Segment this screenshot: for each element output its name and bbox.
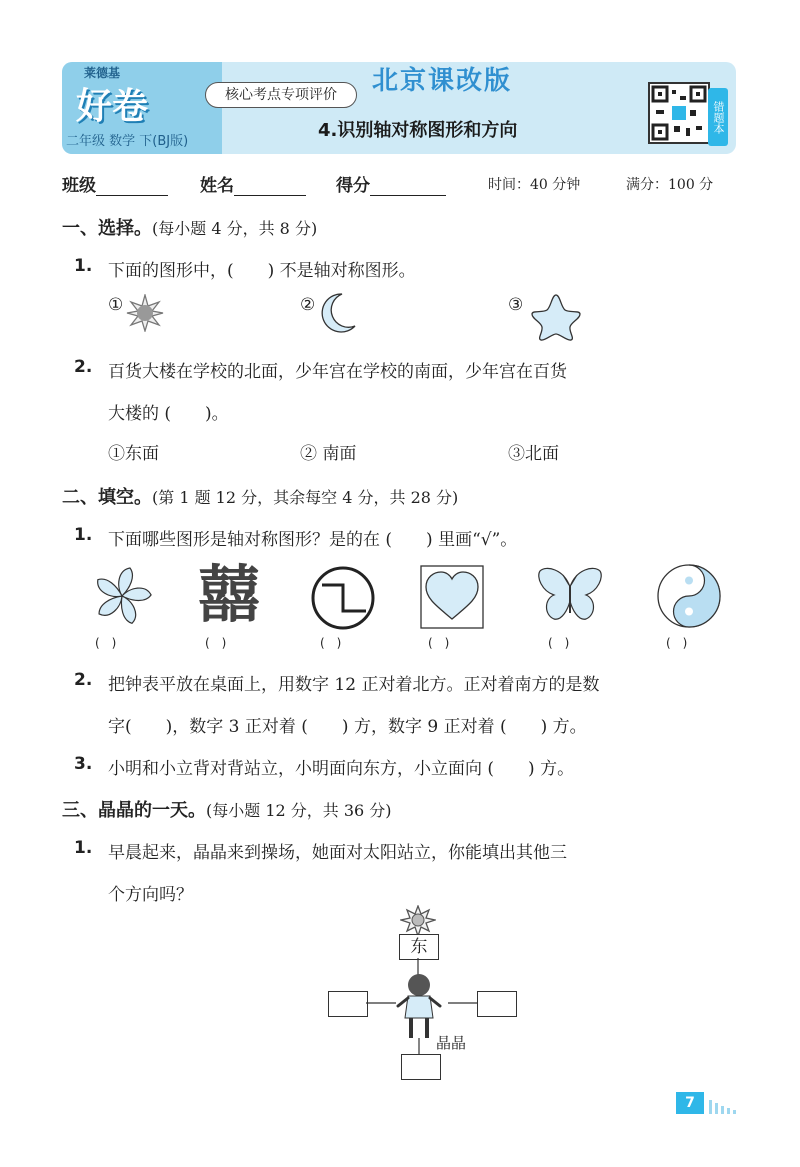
full-score: 满分：100 分 [626,177,714,193]
answer-paren-6[interactable]: ( ) [666,636,688,650]
pinwheel-icon [86,565,158,627]
s1-q1-option-1[interactable]: ① [108,295,124,315]
class-field[interactable]: 班级 [62,171,168,196]
answer-paren-4[interactable]: ( ) [428,636,450,650]
sun-shape-icon [126,294,164,332]
sun-icon [400,905,436,937]
page-number: 7 [676,1092,704,1114]
score-field[interactable]: 得分 [336,171,446,196]
crescent-moon-icon [318,292,358,334]
s3-q1-number: 1. [74,838,93,858]
grade-label: 二年级 数学 下(BJ版) [66,134,189,149]
wrong-question-tag: 错题本 [708,88,728,146]
section-1-heading: 一、选择。(每小题 4 分，共 8 分) [62,218,318,239]
brand-logo: 好卷 [76,85,149,127]
s3-q1-text-line2: 个方向吗？ [108,885,193,905]
section-3-heading: 三、晶晶的一天。(每小题 12 分，共 36 分) [62,800,392,821]
page-bars-icon [708,1094,738,1114]
circle-step-icon [310,565,376,631]
s1-q2-text-line1: 百货大楼在学校的北面，少年宫在学校的南面，少年宫在百货 [108,362,567,382]
right-side-answer-box[interactable] [477,991,517,1017]
s1-q1-text: 下面的图形中，( ) 不是轴对称图形。 [108,261,416,281]
yin-yang-icon [656,563,722,629]
time-limit: 时间：40 分钟 [488,177,581,193]
s1-q2-text-line2: 大楼的 ( )。 [108,404,229,424]
s1-q1-option-2[interactable]: ② [300,295,316,315]
s1-q2-option-3[interactable]: ③北面 [508,444,559,464]
s3-q1-text-line1: 早晨起来，晶晶来到操场，她面对太阳站立，你能填出其他三 [108,843,567,863]
s2-q1-text: 下面哪些图形是轴对称图形？是的在 ( ) 里画“√”。 [108,530,518,550]
double-happiness-character: 囍 [198,558,261,631]
west-side-answer-box[interactable] [328,991,368,1017]
answer-paren-5[interactable]: ( ) [548,636,570,650]
s2-q1-number: 1. [74,525,93,545]
s2-q2-text-line1: 把钟表平放在桌面上，用数字 12 正对着北方。正对着南方的是数 [108,675,600,695]
brand-name: 莱德基 [84,66,121,80]
answer-paren-3[interactable]: ( ) [320,636,342,650]
s1-q1-number: 1. [74,256,93,276]
answer-paren-1[interactable]: ( ) [95,636,117,650]
name-field[interactable]: 姓名 [200,171,306,196]
s1-q2-option-1[interactable]: ①东面 [108,444,159,464]
subtitle-pill: 核心考点专项评价 [205,82,357,108]
butterfly-icon [536,563,604,629]
heart-in-square-icon [420,565,484,629]
section-2-heading: 二、填空。(第 1 题 12 分，其余每空 4 分，共 28 分) [62,487,459,508]
girl-name-label: 晶晶 [436,1034,467,1052]
s2-q2-text-line2: 字( )，数字 3 正对着 ( ) 方，数字 9 正对着 ( ) 方。 [108,717,587,737]
qr-code-icon[interactable] [648,82,710,144]
s1-q2-number: 2. [74,357,93,377]
east-label-box: 东 [399,934,439,960]
s1-q1-option-3[interactable]: ③ [508,295,524,315]
star-shape-icon [530,292,582,342]
s1-q2-option-2[interactable]: ② 南面 [300,444,357,464]
s2-q3-text: 小明和小立背对背站立，小明面向东方，小立面向 ( ) 方。 [108,759,575,779]
unit-title: 4.识别轴对称图形和方向 [318,120,518,141]
s2-q3-number: 3. [74,754,93,774]
answer-paren-2[interactable]: ( ) [205,636,227,650]
edition-title: 北京课改版 [372,66,513,96]
s2-q2-number: 2. [74,670,93,690]
